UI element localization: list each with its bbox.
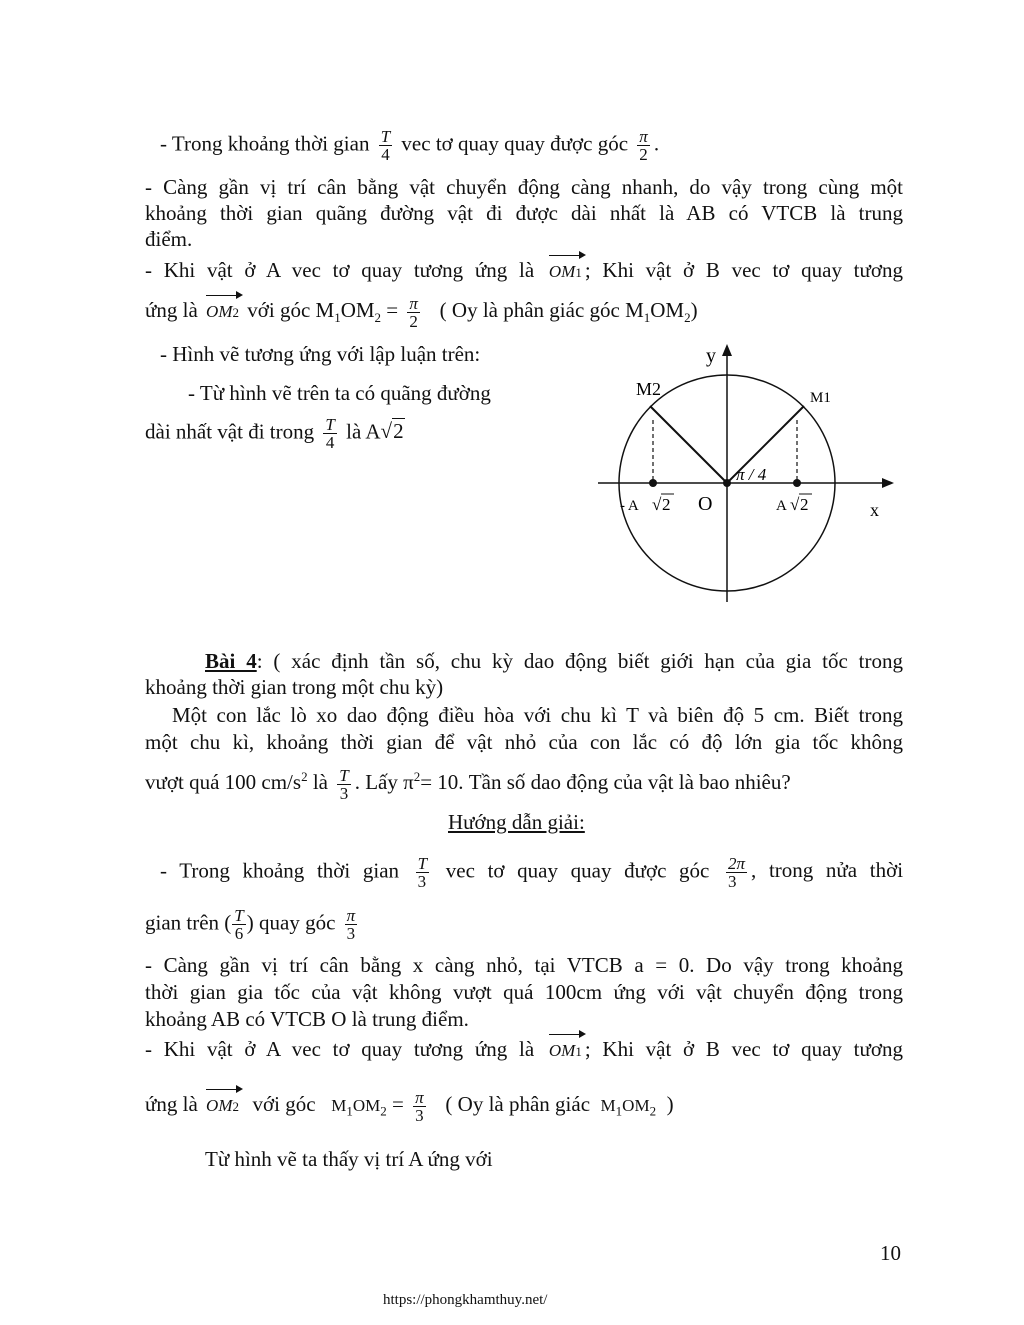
point-o [723,479,731,487]
vector-om2: OM2 [206,294,239,326]
s1-line8: - Từ hình vẽ trên ta có quãng đường [188,381,491,405]
vector-om2-line [650,406,727,483]
y-axis-arrow [722,344,732,356]
s1-line3: khoảng thời gian quãng đường vật đi được dài nhất là AB có VTCB là trung [145,201,903,225]
exercise-title: Bài 4 [205,649,257,673]
point-pos-a [793,479,801,487]
vector-om2: OM2 [206,1088,239,1120]
label-pos-root: 2 [800,495,809,514]
s1-line6: ứng là OM2 với góc $M_1OM_2$ = $\frac{\pi}{2}$ ( Oy là phân giác góc $M_1OM_2$) [145,293,698,331]
x-axis-arrow [882,478,894,488]
s1-line5: - Khi vật ở A vec tơ quay tương ứng là OM1 ; Khi vật ở B vec tơ quay tương [145,254,903,286]
s1-line1: - Trong khoảng thời gian $\frac{T}{4}$ vec tơ quay quay được góc $\frac{\pi}{2}$ . [160,127,660,164]
s1-line4: điểm. [145,227,193,251]
label-neg-a: - A [620,498,639,514]
s2-guide-line7: ứng là OM2 với góc $M_1OM_2$ = $\frac{\pi}{3}$ ( Oy là phân giác $M_1OM_2$ ) [145,1087,674,1125]
rotating-vector-diagram [590,340,910,610]
fraction-t4: $\frac{T}{4}$ [325,415,335,452]
s1-line7: - Hình vẽ tương ứng với lập luận trên: [160,342,481,366]
sqrt-sign: √ [652,495,662,514]
guide-heading: Hướng dẫn giải: [448,810,585,834]
label-o: O [698,493,713,515]
label-pos-a: A [776,498,787,514]
footer-url: https://phongkhamthuy.net/ [383,1292,548,1308]
s2-guide-line4: thời gian gia tốc của vật không vượt quá 100cm ứng với vật chuyển động trong [145,980,903,1004]
s2-guide-line6: - Khi vật ở A vec tơ quay tương ứng là OM1 ; Khi vật ở B vec tơ quay tương [145,1033,903,1065]
s2-guide-line3: - Càng gần vị trí cân bằng x càng nhỏ, tại VTCB a = 0. Do vậy trong khoảng [145,953,903,977]
sqrt: √2 [380,419,404,444]
label-m2: M2 [636,379,662,399]
fraction-pi3: $\frac{\pi}{3}$ [346,906,356,943]
fraction-t6: $\frac{T}{6}$ [234,906,244,943]
s1-line9: dài nhất vật đi trong $\frac{T}{4}$ là A√2 [145,415,404,452]
fraction-t3: $\frac{T}{3}$ [339,765,349,803]
s2-line5: vượt quá 100 $cm/s^2$ là $\frac{T}{3}$ . Lấy $\pi^2= 10$. Tần số dao động của vật là bao nhiêu? [145,765,791,803]
s2-line2: khoảng thời gian trong một chu kỳ) [145,675,444,699]
s2-guide-line2: gian trên ( $\frac{T}{6}$ ) quay góc $\frac{\pi}{3}$ [145,906,356,943]
label-m1: M1 [810,390,831,406]
label-neg-root: 2 [662,495,671,514]
vector-om1: OM1 [549,1033,582,1065]
s2-line4: một chu kì, khoảng thời gian để vật nhỏ của con lắc có độ lớn gia tốc không [145,730,903,754]
fraction-pi2: $\frac{\pi}{2}$ [409,293,418,331]
sqrt-sign: √ [790,495,800,514]
s2-line3: Một con lắc lò xo dao động điều hòa với chu kì T và biên độ 5 cm. Biết trong [172,703,903,727]
fraction-pi3: $\frac{\pi}{3}$ [415,1087,424,1125]
fraction-t4: $\frac{T}{4}$ [380,127,391,164]
page-number: 10 [880,1241,901,1265]
s1-line2: - Càng gần vị trí cân bằng vật chuyển động càng nhanh, do vậy trong cùng một [145,175,903,199]
vector-om1: OM1 [549,254,582,286]
text: vec tơ quay quay được góc [401,131,629,156]
s2-guide-line1: - Trong khoảng thời gian $\frac{T}{3}$ vec tơ quay quay được góc $\frac{2\pi}{3}$ , trong nửa thời [160,854,904,891]
label-x: x [870,500,879,520]
label-angle: π / 4 [736,465,767,484]
point-neg-a [649,479,657,487]
s2-guide-line5: khoảng AB có VTCB O là trung điểm. [145,1007,469,1031]
fraction-t3: $\frac{T}{3}$ [417,854,428,891]
fraction-pi2: $\frac{\pi}{2}$ [639,127,648,164]
label-y: y [706,345,716,367]
s2-guide-line8: Từ hình vẽ ta thấy vị trí A ứng với [205,1147,493,1171]
text: - Trong khoảng thời gian [160,131,370,156]
s2-title-line: Bài 4: ( xác định tần số, chu kỳ dao động biết giới hạn của gia tốc trong [205,649,904,673]
fraction-2pi3: $\frac{2\pi}{3}$ [728,854,746,891]
